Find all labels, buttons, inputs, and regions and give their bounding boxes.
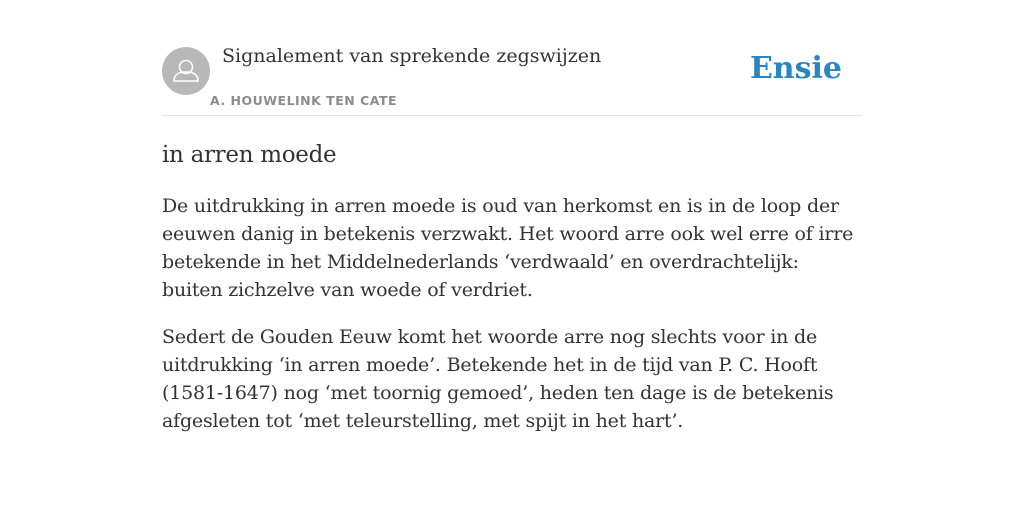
header [162, 0, 862, 116]
book-title[interactable]: Signalement van sprekende zegswijzen [222, 45, 602, 67]
author-name[interactable]: A. HOUWELINK TEN CATE [210, 93, 398, 108]
author-avatar[interactable] [162, 47, 210, 95]
entry-paragraph: Sedert de Gouden Eeuw komt het woorde arre nog slechts voor in de uitdrukking ‘in arren moede’. Betekende het in de tijd van P. C. Hooft (1581-1647) nog ‘met toornig gemoed’, heden ten dage is de betekenis afgesleten tot ‘met teleurstelling, met spijt in het hart’. [162, 326, 834, 432]
user-icon [162, 47, 210, 95]
entry-content [162, 138, 862, 435]
entry-paragraph: De uitdrukking in arren moede is oud van herkomst en is in de loop der eeuwen danig in betekenis verzwakt. Het woord arre ook wel erre of irre betekende in het Middelnederlands ‘verdwaald’ en overdrachtelijk: buiten zichzelve van woede of verdriet. [162, 195, 854, 301]
entry-title: in arren moede [162, 142, 337, 168]
site-logo[interactable]: Ensie [749, 51, 842, 86]
